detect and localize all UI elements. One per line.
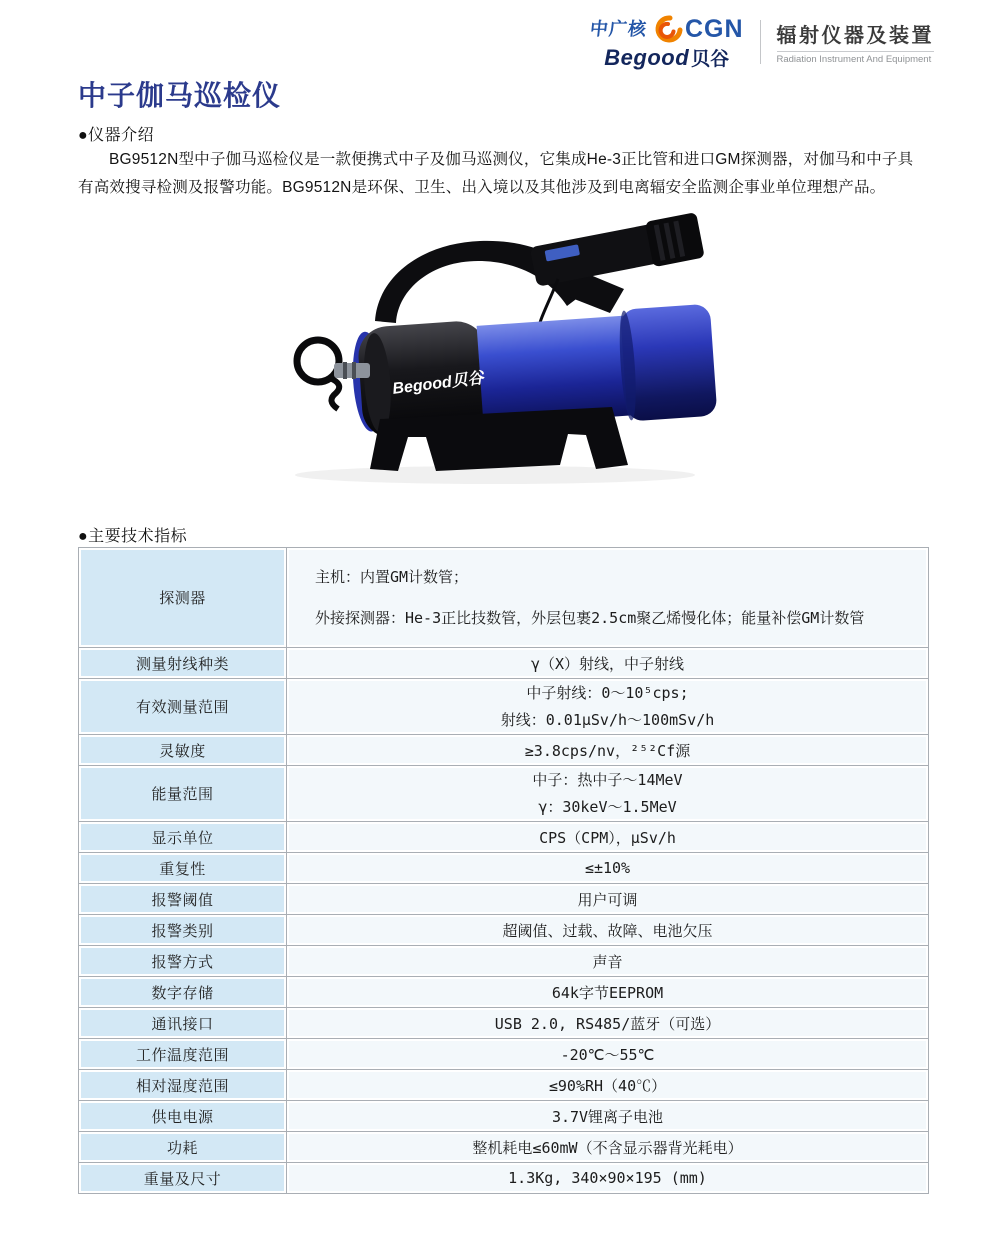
cgn-swirl-icon <box>649 14 683 44</box>
device-brand-text: Begood贝谷 <box>391 369 485 398</box>
logo-begood-text: Begood <box>604 45 690 70</box>
spec-value-line: 主机：内置GM计数管； <box>315 568 469 586</box>
spec-value: ≥3.8cps/nv，²⁵²Cf源 <box>287 735 929 766</box>
header-divider <box>760 20 761 64</box>
spec-label: 探测器 <box>79 548 287 648</box>
table-row <box>79 1101 929 1132</box>
table-row <box>79 915 929 946</box>
connector-ridge <box>352 362 356 379</box>
spec-value: 整机耗电≤60mW（不含显示器背光耗电） <box>287 1132 929 1163</box>
table-row <box>79 884 929 915</box>
spec-value <box>287 766 929 822</box>
connector-ridge <box>343 362 347 379</box>
header-brand <box>590 14 934 69</box>
table-row <box>79 946 929 977</box>
spec-label: 重复性 <box>79 853 287 884</box>
cable-loop <box>297 340 339 382</box>
specs-section-heading: ●主要技术指标 <box>78 528 188 545</box>
table-row <box>79 1163 929 1194</box>
spec-value: 1.3Kg, 340×90×195 (mm) <box>287 1163 929 1194</box>
spec-label: 报警阈值 <box>79 884 287 915</box>
page-title: 中子伽马巡检仪 <box>78 80 282 111</box>
table-row <box>79 648 929 679</box>
department-title-cn: 辐射仪器及装置 <box>776 24 934 47</box>
department-title-en: Radiation Instrument And Equipment <box>777 51 935 65</box>
spec-value <box>287 679 929 735</box>
logo-begood-chinese: 贝谷 <box>691 49 730 70</box>
spec-value: 超阈值、过载、故障、电池欠压 <box>287 915 929 946</box>
spec-label: 有效测量范围 <box>79 679 287 735</box>
spec-label: 工作温度范围 <box>79 1039 287 1070</box>
intro-paragraph: BG9512N型中子伽马巡检仪是一款便携式中子及伽马巡测仪，它集成He-3正比管和进口GM探测器，对伽马和中子具有高效搜寻检测及报警功能。BG9512N是环保、卫生、出入境以及其他涉及到电离辐安全监测企事业单位理想产品。 <box>78 151 914 196</box>
spec-value: γ（X）射线，中子射线 <box>287 648 929 679</box>
spec-value: 用户可调 <box>287 884 929 915</box>
table-row <box>79 1008 929 1039</box>
device-shadow <box>295 466 695 484</box>
spec-value: ≤90%RH（40℃） <box>287 1070 929 1101</box>
table-row <box>79 735 929 766</box>
spec-label: 相对湿度范围 <box>79 1070 287 1101</box>
spec-value: CPS（CPM），μSv/h <box>287 822 929 853</box>
spec-label: 重量及尺寸 <box>79 1163 287 1194</box>
cable-coil <box>331 379 339 409</box>
intro-section-heading: ●仪器介绍 <box>78 127 155 144</box>
table-row <box>79 1039 929 1070</box>
spec-value-line: 中子射线：0～10⁵cps; <box>526 684 689 703</box>
product-photo <box>240 208 740 498</box>
spec-value-line: 射线：0.01μSv/h～100mSv/h <box>500 710 715 729</box>
spec-value <box>287 548 929 648</box>
spec-label: 能量范围 <box>79 766 287 822</box>
spec-value: 64k字节EEPROM <box>287 977 929 1008</box>
table-row <box>79 822 929 853</box>
table-row <box>79 766 929 822</box>
spec-value: USB 2.0, RS485/蓝牙（可选） <box>287 1008 929 1039</box>
table-row <box>79 548 929 648</box>
spec-label: 报警方式 <box>79 946 287 977</box>
logo-cgn-text: CGN <box>684 14 744 43</box>
spec-value-line: 中子：热中子～14MeV <box>532 771 683 790</box>
department-title-block <box>777 19 935 65</box>
spec-label: 灵敏度 <box>79 735 287 766</box>
spec-value-line: γ：30keV～1.5MeV <box>538 797 677 816</box>
table-row <box>79 853 929 884</box>
spec-value-line: 外接探测器：He-3正比技数管，外层包裹2.5cm聚乙烯慢化体；能量补偿GM计数管 <box>315 608 865 627</box>
logo-cgn-chinese: 中广核 <box>588 19 648 39</box>
device-illustration <box>240 208 740 498</box>
spec-value: ≤±10% <box>287 853 929 884</box>
spec-label: 显示单位 <box>79 822 287 853</box>
spec-label: 供电电源 <box>79 1101 287 1132</box>
external-probe <box>529 212 705 290</box>
spec-value: -20℃～55℃ <box>287 1039 929 1070</box>
table-row <box>79 977 929 1008</box>
table-row <box>79 1070 929 1101</box>
specs-table <box>78 547 929 1194</box>
spec-value: 3.7V锂离子电池 <box>287 1101 929 1132</box>
spec-label: 数字存储 <box>79 977 287 1008</box>
spec-label: 报警类别 <box>79 915 287 946</box>
table-row <box>79 679 929 735</box>
spec-label: 功耗 <box>79 1132 287 1163</box>
cgn-logo <box>590 14 744 69</box>
table-row <box>79 1132 929 1163</box>
spec-label: 通讯接口 <box>79 1008 287 1039</box>
spec-value: 声音 <box>287 946 929 977</box>
spec-label: 测量射线种类 <box>79 648 287 679</box>
